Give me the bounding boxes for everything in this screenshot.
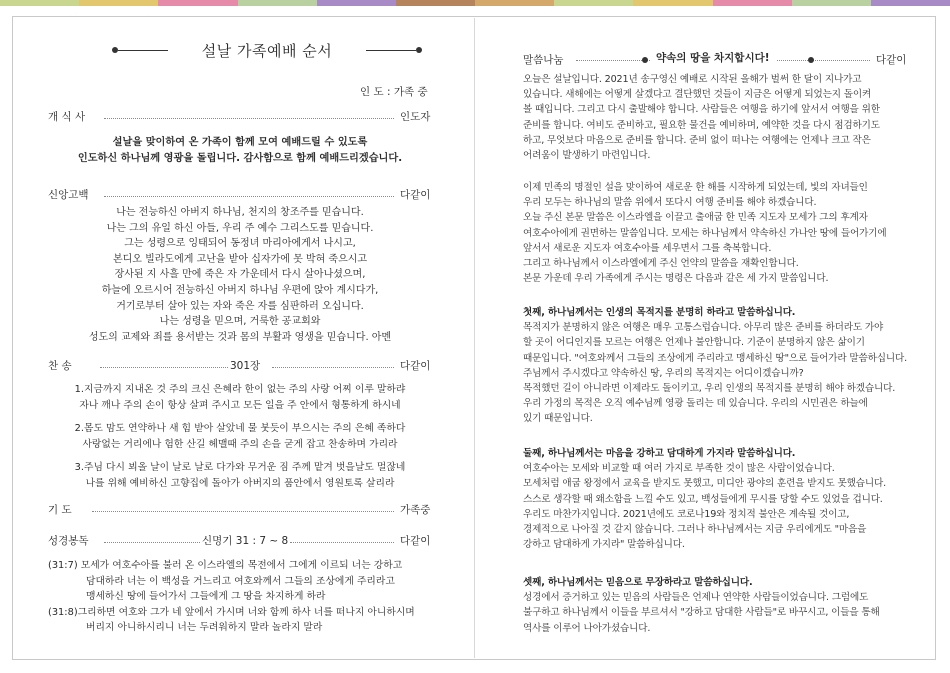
scripture-label: 성경봉독: [48, 535, 89, 547]
text-line: 설날을 맞이하여 온 가족이 함께 모여 예배드릴 수 있도록: [112, 137, 368, 148]
prayer-label: 기 도: [48, 504, 72, 516]
sermon-title: 약속의 땅을 차지합시다!: [650, 50, 776, 65]
text-line: 때문입니다. "여호와께서 그들의 조상에게 주리라고 맹세하신 땅"으로 들어가라 말씀하십니다.: [523, 352, 907, 364]
text-line: 할 곳이 어디인지를 모르는 여행은 언제나 불안합니다. 기준이 분명하지 않은 삶이기: [523, 337, 865, 349]
hymn-role: 다같이: [400, 360, 431, 372]
sermon-label: 말씀나눔: [523, 54, 564, 66]
hymn-verse: [48, 421, 432, 453]
text-line: 1.지금까지 지내온 것 주의 크신 은혜라 한이 없는 주의 사랑 어찌 이루 말하랴: [74, 384, 406, 395]
sermon-role: 다같이: [876, 54, 907, 66]
text-line: 2.몸도 맘도 연약하나 새 힘 받아 살았네 물 붓듯이 부으시는 주의 은혜 족하다: [74, 423, 406, 434]
text-line: 볼 때입니다. 그리고 다시 출발해야 합니다. 사람들은 여행을 하기에 앞서서 여행을 위한: [523, 104, 880, 116]
text-line: 주님께서 주시겠다고 약속하신 땅, 우리의 목적지는 어디이겠습니까?: [523, 367, 804, 379]
title-rule-left: [118, 50, 168, 51]
color-strip-segment: [633, 0, 712, 6]
text-line: 거기로부터 살아 있는 자와 죽은 자를 심판하러 오십니다.: [116, 300, 364, 312]
dotted-leader: [104, 118, 394, 119]
title-rule-right: [366, 50, 416, 51]
bullet-dot-icon: [642, 57, 648, 63]
color-strip-segment: [713, 0, 792, 6]
dotted-leader: [290, 542, 394, 543]
text-line: 사랑없는 거리에나 험한 산길 헤맬때 주의 손을 굳게 잡고 찬송하며 가리라: [82, 439, 398, 450]
text-line: 인도하신 하나님께 영광을 돌립니다. 감사함으로 함께 예배드리겠습니다.: [77, 152, 403, 164]
color-strip: [0, 0, 950, 6]
dotted-leader: [104, 196, 394, 197]
verse-line: 맹세하신 땅에 들어가서 그들에게 그 땅을 차지하게 하라: [86, 591, 326, 603]
text-line: 3.주님 다시 뵈올 날이 날로 날로 다가와 무거운 짐 주께 맡겨 벗을날도 멀잖네: [74, 462, 406, 473]
verse-line: 담대하라 너는 이 백성을 거느리고 여호와께서 그들의 조상에게 주리라고: [86, 575, 395, 587]
text-line: 그리고 하나님께서 이스라엘에게 주신 언약의 말씀을 재확인합니다.: [523, 258, 799, 270]
prayer-role: 가족중: [400, 504, 431, 516]
text-line: 준비를 합니다. 여비도 준비하고, 필요한 물건을 예비하며, 예약한 것을 다시 점검하기도: [523, 119, 880, 131]
text-line: 자나 깨나 주의 손이 항상 살펴 주시고 모든 일을 주 안에서 형통하게 하시네: [79, 400, 401, 411]
color-strip-segment: [238, 0, 317, 6]
hymn-verse: [48, 460, 432, 492]
verse-line: 버리지 아니하시리니 너는 두려워하지 말라 놀라지 말라: [86, 622, 323, 634]
dotted-leader: [92, 511, 394, 512]
text-line: 오늘 주신 본문 말씀은 이스라엘을 이끌고 출애굽 한 민족 지도자 모세가 그의 후계자: [523, 212, 868, 224]
text-line: 성도의 교제와 죄를 용서받는 것과 몸의 부활과 영생을 믿습니다. 아멘: [88, 331, 392, 343]
hymn-verse: [48, 382, 432, 414]
sermon-paragraph-1: [523, 72, 923, 163]
dotted-leader: [272, 367, 394, 368]
dotted-leader: [104, 542, 200, 543]
text-line: 나는 전능하신 아버지 하나님, 천지의 창조주를 믿습니다.: [116, 207, 364, 218]
creed-text: [48, 205, 432, 345]
bullet-dot-icon: [416, 47, 422, 53]
text-line: 있기 때문입니다.: [523, 413, 593, 425]
text-line: 모세처럼 애굽 왕정에서 교육을 받지도 못했고, 미디안 광야의 훈련을 받지도 못했습니다.: [523, 478, 887, 490]
text-line: 우리도 마찬가지입니다. 2021년에도 코로나19와 정치적 불안은 계속될 것이고,: [523, 508, 850, 520]
text-line: 본디오 빌라도에게 고난을 받아 십자가에 못 박혀 죽으시고: [112, 253, 368, 265]
bullet-dot-icon: [808, 57, 814, 63]
text-line: 그는 성령으로 잉태되어 동정녀 마리아에게서 나시고,: [124, 238, 356, 250]
text-line: 강하고 담대하게 가지라" 말씀하십니다.: [523, 539, 685, 551]
color-strip-segment: [0, 0, 79, 6]
opening-label: 개 식 사: [48, 111, 86, 123]
scripture-role: 다같이: [400, 535, 431, 547]
verse-line: (31:7) 모세가 여호수아를 불러 온 이스라엘의 목전에서 그에게 이르되 너는 강하고: [48, 560, 403, 571]
color-strip-segment: [396, 0, 475, 6]
color-strip-segment: [475, 0, 554, 6]
color-strip-segment: [554, 0, 633, 6]
hymn-verses: [48, 382, 432, 492]
scripture-text: [48, 558, 432, 636]
text-line: 오늘은 설날입니다. 2021년 송구영신 예배로 시작된 올해가 벌써 한 달이 지나가고: [523, 74, 862, 85]
sermon-paragraph-2: [523, 180, 923, 286]
dotted-leader: [100, 367, 228, 368]
text-line: 경제적으로 나아질 것 같지 않습니다. 그러나 하나님께서는 지금 우리에게도 "마음을: [523, 524, 867, 536]
hymn-number: 301장: [230, 360, 261, 372]
color-strip-segment: [158, 0, 237, 6]
creed-role: 다같이: [400, 189, 431, 201]
text-line: 이제 민족의 명절인 설을 맞이하여 새로운 한 해를 시작하게 되었는데, 빛의 자녀들인: [523, 182, 868, 193]
leader-info: 인 도 : 가족 중: [360, 86, 428, 98]
text-line: 목적지가 분명하지 않은 여행은 매우 고통스럽습니다. 아무리 많은 준비를 하더라도 가야: [523, 322, 884, 334]
text-line: 스스로 생각할 때 왜소함을 느낄 수도 있고, 백성들에게 무시를 당할 수도 있었을 겁니다.: [523, 493, 883, 505]
text-line: 우리 모두는 하나님의 말씀 위에서 또다시 여행 준비를 해야 하겠습니다.: [523, 197, 817, 209]
text-line: 장사된 지 사흘 만에 죽은 자 가운데서 다시 살아나셨으며,: [114, 269, 366, 281]
creed-label: 신앙고백: [48, 189, 89, 201]
text-line: 나를 위해 예비하신 고향집에 돌아가 아버지의 품안에서 영원토록 살리라: [85, 478, 395, 489]
text-line: 어려움이 발생하기 마련입니다.: [523, 150, 651, 162]
text-line: 앞서서 새로운 지도자 여호수아를 세우면서 그를 축복합니다.: [523, 242, 772, 254]
text-line: 나는 성령을 믿으며, 거룩한 공교회와: [159, 316, 321, 328]
sermon-point-3: [523, 575, 923, 636]
center-fold-divider: [474, 18, 475, 658]
page-title: 설날 가족예배 순서: [201, 42, 333, 60]
text-line: 하늘에 오르시어 전능하신 아버지 하나님 우편에 앉아 계시다가,: [101, 284, 379, 296]
text-line: 목적했던 길이 아니라면 이제라도 돌이키고, 우리 인생의 목적지를 분명히 해야 하겠습니다.: [523, 383, 896, 395]
point-heading: 셋째, 하나님께서는 믿음으로 무장하라고 말씀하십니다.: [523, 577, 753, 588]
text-line: 본문 가운데 우리 가족에게 주시는 명령은 다음과 같은 세 가지 말씀입니다.: [523, 273, 829, 285]
text-line: 있습니다. 새해에는 어떻게 살겠다고 결단했던 것들이 지금은 어떻게 되었는지 돌이켜: [523, 89, 872, 101]
hymn-label: 찬 송: [48, 360, 72, 372]
text-line: 하고, 무엇보다 마음으로 준비를 합니다. 준비 없이 떠나는 여행에는 언제나 크고 작은: [523, 134, 871, 146]
text-line: 여호수아는 모세와 비교할 때 여러 가지로 부족한 것이 많은 사람이었습니다.: [523, 463, 835, 475]
opening-text: [48, 135, 432, 166]
color-strip-segment: [792, 0, 871, 6]
text-line: 역사를 이루어 나아가셨습니다.: [523, 622, 651, 634]
text-line: 나는 그의 유일 하신 아들, 우리 주 예수 그리스도를 믿습니다.: [106, 222, 374, 234]
title-block: [112, 40, 422, 60]
opening-role: 인도자: [400, 111, 431, 123]
sermon-point-2: [523, 446, 923, 552]
verse-line: (31:8)그리하면 여호와 그가 네 앞에서 가시며 너와 함께 하사 너를 떠나지 아니하시며: [48, 606, 415, 618]
color-strip-segment: [871, 0, 950, 6]
point-heading: 둘째, 하나님께서는 마음을 강하고 담대하게 가지라 말씀하십니다.: [523, 448, 796, 459]
sermon-point-1: [523, 305, 923, 427]
color-strip-segment: [79, 0, 158, 6]
point-heading: 첫째, 하나님께서는 인생의 목적지를 분명히 하라고 말씀하십니다.: [523, 307, 796, 318]
color-strip-segment: [317, 0, 396, 6]
text-line: 여호수아에게 권면하는 말씀입니다. 모세는 하나님께서 약속하신 가나안 땅에 들어가기에: [523, 227, 887, 239]
text-line: 불구하고 하나님께서 이들을 부르셔서 "강하고 담대한 사람들"로 바꾸시고, 이들을 통해: [523, 607, 880, 619]
scripture-ref: 신명기 31 : 7 ~ 8: [202, 535, 289, 547]
text-line: 우리 가정의 목적은 오직 예수님께 영광 돌리는 데 있습니다. 우리의 시민권은 하늘에: [523, 398, 868, 410]
text-line: 성경에서 증거하고 있는 믿음의 사람들은 언제나 연약한 사람들이었습니다. 그럼에도: [523, 592, 869, 604]
